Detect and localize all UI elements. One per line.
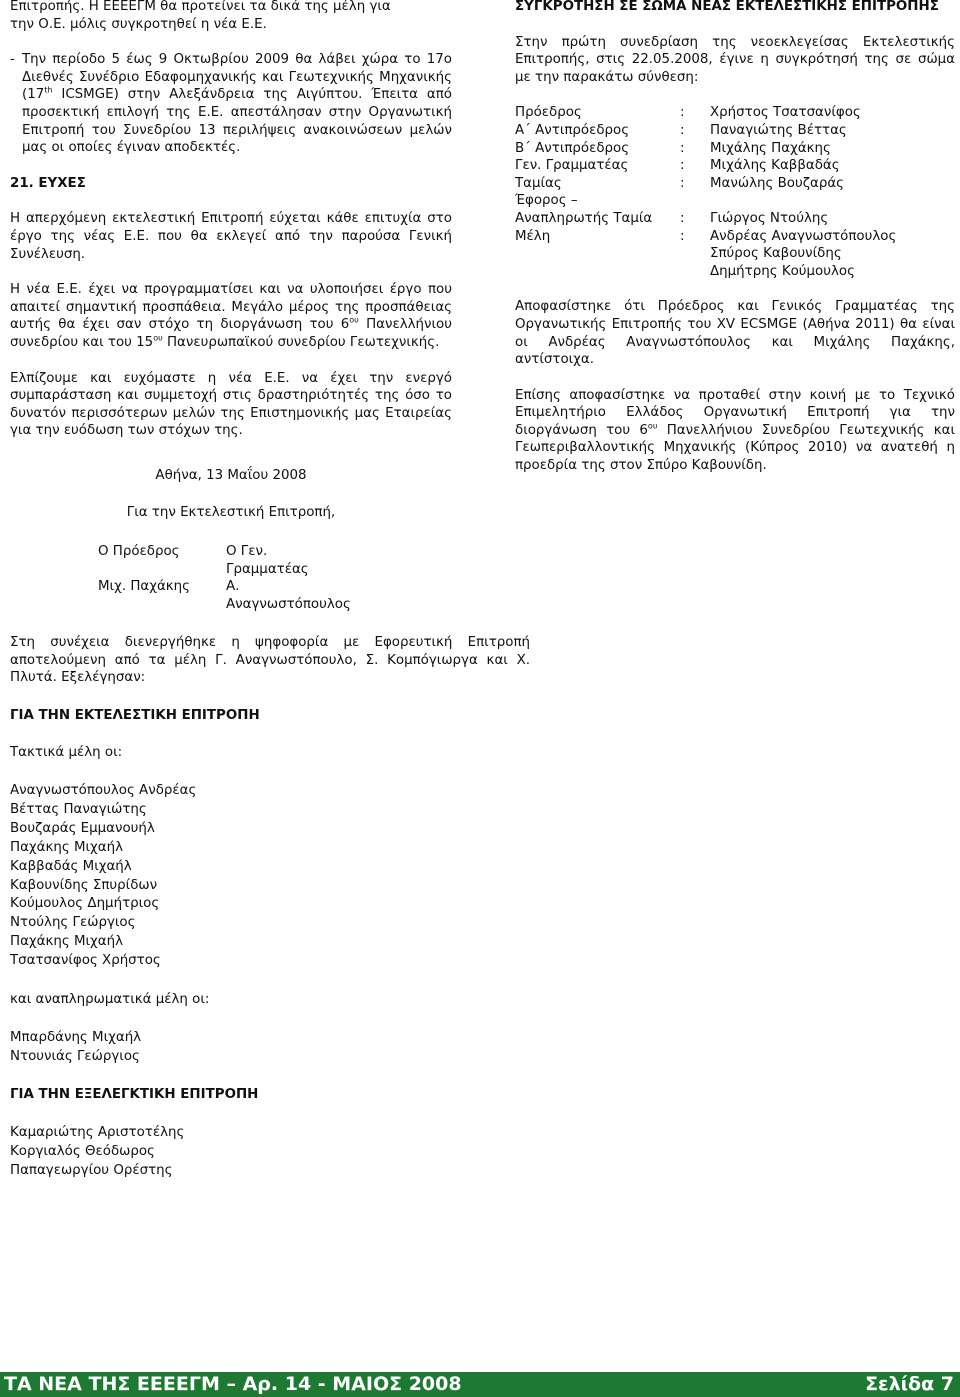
comp-role: Α΄ Αντιπρόεδρος <box>515 122 630 138</box>
comp-name: Γιώργος Ντούλης <box>710 210 829 226</box>
decision-1: Αποφασίστηκε ότι Πρόεδρος και Γενικός Γραμματέας της Οργανωτικής Επιτροπής του XV ECSMGE (Αθήνα 2011) θα είναι οι Ανδρέας Αναγνωστόπουλος και Μιχάλης Παχάκης, αντίστοιχα. <box>515 299 955 368</box>
list-item: Τσατσανίφος Χρήστος <box>10 953 161 969</box>
comp-sep: : <box>680 210 685 226</box>
footer-title: ΤΑ ΝΕΑ ΤΗΣ ΕΕΕΕΓΜ – Αρ. 14 - ΜΑΙΟΣ 2008 <box>4 1373 462 1395</box>
right-column <box>515 0 955 475</box>
alternate-label: και αναπληρωματικά μέλη οι: <box>10 992 210 1008</box>
list-item: Καμαριώτης Αριστοτέλης <box>10 1125 185 1141</box>
comp-name: Μιχάλης Παχάκης <box>710 140 831 156</box>
list-item: Καββαδάς Μιχαήλ <box>10 858 132 874</box>
list-item: Καβουνίδης Σπυρίδων <box>10 877 158 893</box>
comp-sep <box>680 192 710 210</box>
sig-role-president: Ο Πρόεδρος <box>98 544 180 560</box>
sig-name-president: Μιχ. Παχάκης <box>98 579 191 595</box>
right-heading: ΣΥΓΚΡΟΤΗΣΗ ΣΕ ΣΩΜΑ ΝΕΑΣ ΕΚΤΕΛΕΣΤΙΚΗΣ ΕΠΙΤΡΟΠΗΣ <box>515 0 939 14</box>
bullet-text-b: ICSMGE) στην Αλεξάνδρεια της Αιγύπτου. Έπειτα από προσεκτική επιλογή της Ε.Ε. απεστάλησαν στην Οργανωτική Επιτροπή του Συνεδρίου 13 περιλήψεις ανακοινώσεων μελών μας οι οποίες έγιναν αποδεκτές. <box>22 87 452 156</box>
comp-name: Χρήστος Τσατσανίφος <box>710 105 861 121</box>
list-item: Αναγνωστόπουλος Ανδρέας <box>10 782 197 798</box>
audit-members-list <box>10 1124 950 1181</box>
bottom-section <box>10 634 950 1181</box>
list-item: Παχάκης Μιχαήλ <box>10 839 124 855</box>
sig-role-secretary: Ο Γεν. Γραμματέας <box>226 544 309 577</box>
comp-sep: : <box>680 158 685 174</box>
alternate-members-list <box>10 1029 950 1067</box>
list-item: Κοργιαλός Θεόδωρος <box>10 1143 155 1159</box>
para2-c: Πανευρωπαϊκού συνεδρίου Γεωτεχνικής. <box>162 334 440 350</box>
page-footer <box>0 1372 960 1397</box>
para2-sup2: ου <box>153 333 163 343</box>
bullet-text <box>22 51 452 157</box>
page-number: Σελίδα 7 <box>865 1373 954 1395</box>
comp-role: Ταμίας <box>515 175 562 191</box>
list-item: Ντούλης Γεώργιος <box>10 915 136 931</box>
list-item: Βουζαράς Εμμανουήλ <box>10 820 155 836</box>
comp-role: Γεν. Γραμματέας <box>515 158 629 174</box>
bullet-dash: - <box>10 52 15 68</box>
comp-name: Σπύρος Καβουνίδης <box>710 246 842 262</box>
comp-role: Έφορος – <box>515 193 578 209</box>
regular-label: Τακτικά μέλη οι: <box>10 745 123 761</box>
bullet-sup: th <box>44 85 53 95</box>
comp-sep <box>680 263 710 281</box>
sig-name-secretary: Α. Αναγνωστόπουλος <box>226 579 351 612</box>
for-committee: Για την Εκτελεστική Επιτροπή, <box>126 505 336 521</box>
comp-name <box>710 192 955 210</box>
decision-2 <box>515 387 955 475</box>
vote-text: Στη συνέχεια διενεργήθηκε η ψηφοφορία με Εφορευτική Επιτροπή αποτελούμενη από τα μέλη Γ. Αναγνωστόπουλο, Σ. Κομπόγιωργα και Χ. Πλυτά. Εξελέγησαν: <box>10 635 530 686</box>
list-item: Παχάκης Μιχαήλ <box>10 934 124 950</box>
regular-members-list <box>10 782 950 971</box>
para2-b: Πανελλήνιου συνεδρίου και του 15 <box>10 317 452 350</box>
comp-sep: : <box>680 140 685 156</box>
comp-role <box>515 245 680 263</box>
comp-name: Παναγιώτης Βέττας <box>710 122 847 138</box>
paragraph-3: Ελπίζουμε και ευχόμαστε η νέα Ε.Ε. να έχει την ενεργό συμπαράσταση και συμμετοχή στις δραστηριότητές της όσο το δυνατόν περισσότερων μελών της Επιστημονικής μας Εταιρείας για την ευόδωση των στόχων της. <box>10 370 452 439</box>
exec-heading: ΓΙΑ ΤΗΝ ΕΚΤΕΛΕΣΤΙΚΗ ΕΠΙΤΡΟΠΗ <box>10 707 260 723</box>
list-item: Μπαρδάνης Μιχαήλ <box>10 1029 142 1045</box>
comp-sep <box>680 245 710 263</box>
list-item: Παπαγεωργίου Ορέστης <box>10 1162 173 1178</box>
bullet-item <box>10 51 452 157</box>
decision2-b: Πανελλήνιου Συνεδρίου Γεωτεχνικής και Γεωπεριβαλλοντικής Μηχανικής (Κύπρος 2010) να ανατεθή η προεδρία της στον Σπύρο Καβουνίδη. <box>515 422 955 474</box>
decision2-sup: ου <box>647 421 658 431</box>
intro-line-1: Επιτροπής. Η ΕΕΕΕΓΜ θα προτείνει τα δικά της μέλη για <box>10 0 391 14</box>
comp-name: Ανδρέας Αναγνωστόπουλος <box>710 228 897 244</box>
comp-role <box>515 263 680 281</box>
section-heading: 21. ΕΥΧΕΣ <box>10 175 86 191</box>
list-item: Ντουνιάς Γεώργιος <box>10 1048 140 1064</box>
comp-name: Μιχάλης Καββαδάς <box>710 158 840 174</box>
paragraph-2 <box>10 281 452 351</box>
comp-role: Αναπληρωτής Ταμία <box>515 210 653 226</box>
decision2-a: Επίσης αποφασίστηκε να προταθεί στην κοινή με το Τεχνικό Επιμελητήριο Ελλάδος Οργανωτική Επιτροπή για την διοργάνωση του 6 <box>515 387 955 438</box>
composition-table <box>515 104 955 280</box>
comp-name: Δημήτρης Κούμουλος <box>710 263 855 279</box>
date-line: Αθήνα, 13 Μαΐου 2008 <box>155 467 307 483</box>
comp-role: Μέλη <box>515 228 551 244</box>
audit-heading: ΓΙΑ ΤΗΝ ΕΞΕΛΕΓΚΤΙΚΗ ΕΠΙΤΡΟΠΗ <box>10 1087 259 1103</box>
comp-sep: : <box>680 175 685 191</box>
intro-line-2: την Ο.Ε. μόλις συγκροτηθεί η νέα Ε.Ε. <box>10 16 267 32</box>
comp-sep: : <box>680 122 685 138</box>
para2-sup1: ου <box>349 315 359 325</box>
signature-roles <box>98 543 452 578</box>
right-intro: Στην πρώτη συνεδρίαση της νεοεκλεγείσας Εκτελεστικής Επιτροπής, στις 22.05.2008, έγινε η συγκρότησή της σε σώμα με την παρακάτω σύνθεση: <box>515 34 955 85</box>
comp-role: Πρόεδρος <box>515 105 582 121</box>
comp-sep: : <box>680 105 685 121</box>
list-item: Βέττας Παναγιώτης <box>10 801 147 817</box>
left-column <box>10 0 452 613</box>
comp-sep: : <box>680 228 685 244</box>
paragraph-1: Η απερχόμενη εκτελεστική Επιτροπή εύχεται κάθε επιτυχία στο έργο της νέας Ε.Ε. που θα εκλεγεί από την παρούσα Γενική Συνέλευση. <box>10 211 452 262</box>
comp-role: Β΄ Αντιπρόεδρος <box>515 140 630 156</box>
list-item: Κούμουλος Δημήτριος <box>10 896 160 912</box>
bullet-text-a: Την περίοδο 5 έως 9 Οκτωβρίου 2009 θα λάβει χώρα το 17ο Διεθνές Συνέδριο Εδαφομηχανικής και Γεωτεχνικής Μηχανικής (17 <box>22 52 452 103</box>
para2-a: Η νέα Ε.Ε. έχει να προγραμματίσει και να υλοποιήσει έργο που απαιτεί σημαντική προσπάθεια. Μεγάλο μέρος της προσπάθειας αυτής θα έχει σαν στόχο τη διοργάνωση του 6 <box>10 282 452 333</box>
signature-names <box>98 578 452 613</box>
comp-name: Μανώλης Βουζαράς <box>710 175 845 191</box>
